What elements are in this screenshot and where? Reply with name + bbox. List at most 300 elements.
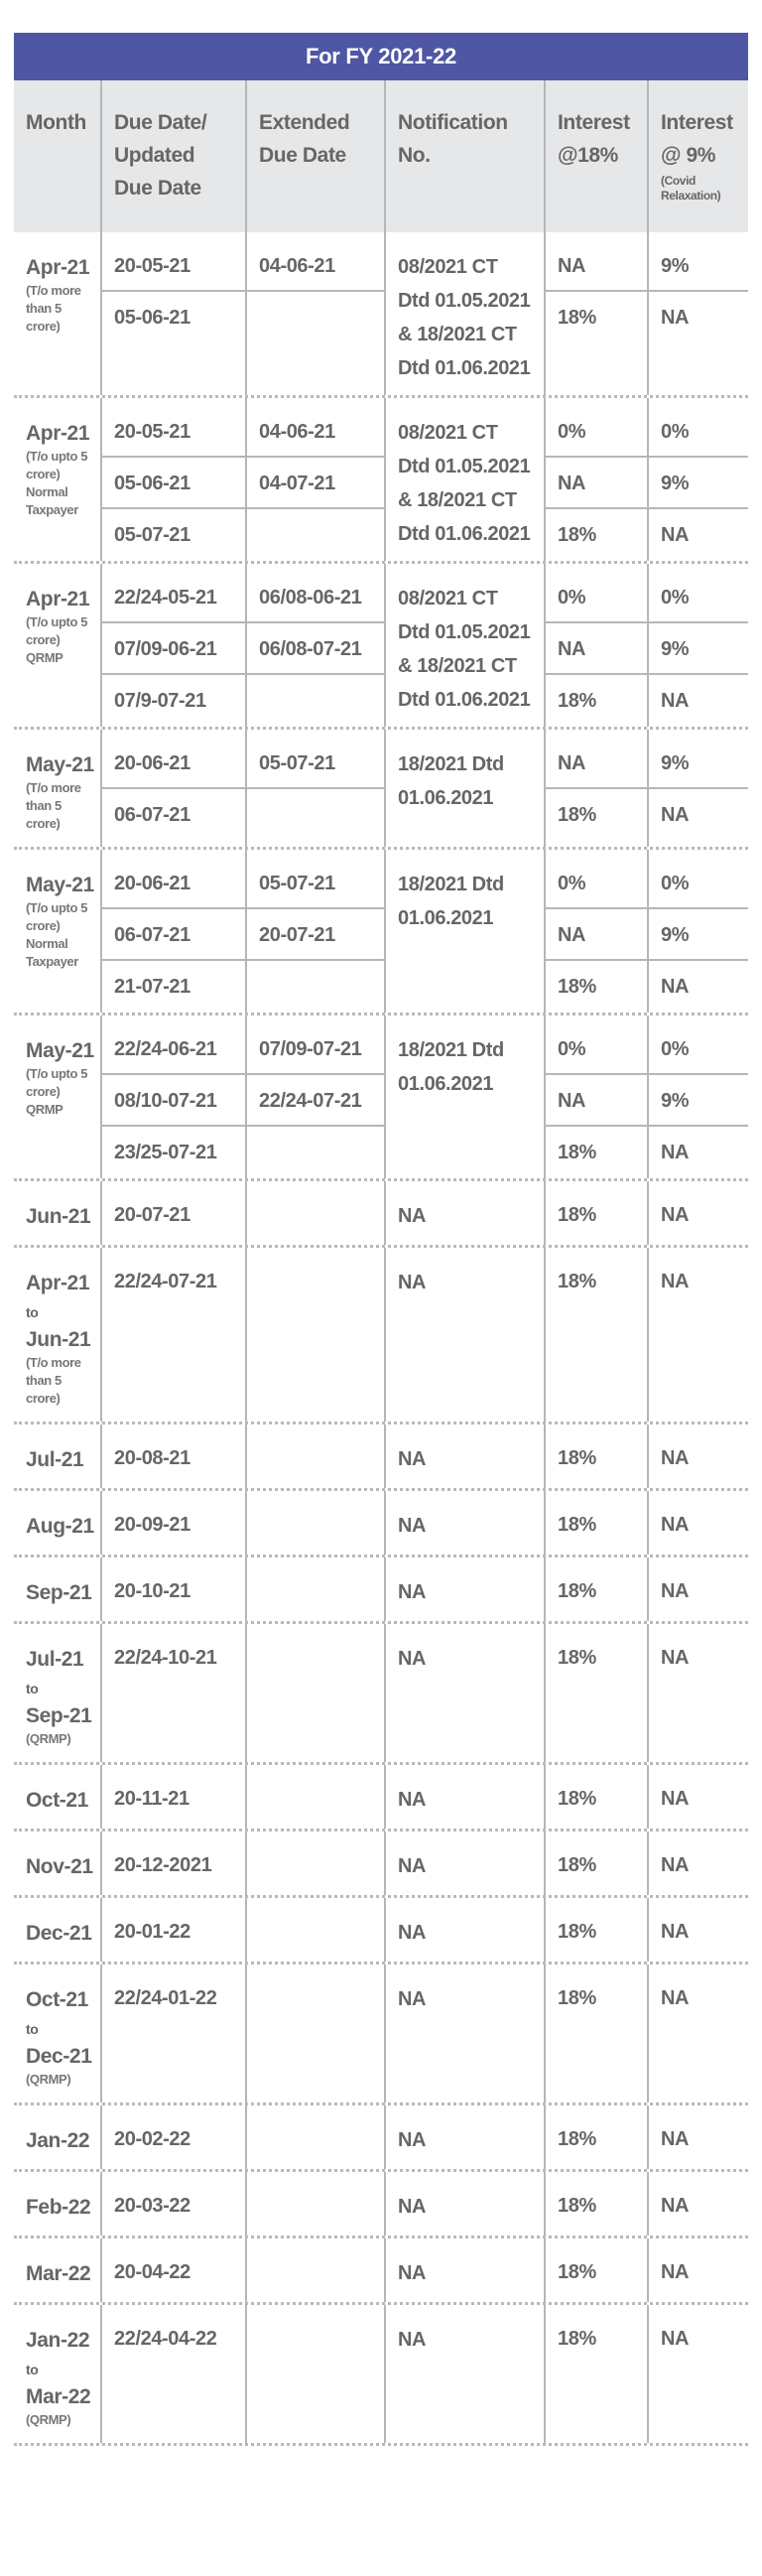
month-cell [14,1898,102,1962]
interest-18-column [546,2172,649,2236]
interest-9-cell: 9% [649,730,748,789]
extended-due-date-column [247,2305,386,2443]
due-date-cell: 20-07-21 [114,1204,190,1226]
header-due-date: Due Date/ Updated Due Date [102,80,247,232]
month-label: Aug-21 [26,1515,94,1538]
table-row-group [14,2172,748,2238]
notification-cell: NA [386,1424,546,1488]
month-note: (T/o more than 5 crore) [26,283,81,334]
extended-due-date-column [247,1624,386,1762]
interest-9-cell: NA [661,1271,690,1292]
due-date-cell: 22/24-05-21 [102,564,245,623]
notification-cell: NA [386,1248,546,1422]
due-date-cell: 20-01-22 [114,1921,190,1943]
extended-due-date-column [247,2172,386,2236]
interest-18-column [546,1016,649,1178]
extended-due-date-column [247,1181,386,1245]
interest-9-cell: NA [661,2261,690,2283]
extended-due-date-cell: 04-07-21 [247,458,384,509]
due-date-cell: 07/9-07-21 [114,690,206,712]
interest-18-cell: 18% [558,804,596,826]
due-date-column [102,1765,247,1829]
due-date-cell: 07/09-06-21 [102,623,245,675]
notification-cell: 18/2021 Dtd 01.06.2021 [386,730,546,847]
interest-9-cell: NA [661,1204,690,1226]
interest-18-column [546,1898,649,1962]
extended-due-date-cell: 05-07-21 [247,850,384,909]
table-title: For FY 2021-22 [14,33,748,80]
interest-9-column [649,730,748,847]
extended-due-date-cell [247,1181,384,1241]
extended-due-date-cell [247,675,384,727]
interest-9-cell: NA [661,1987,690,2009]
extended-due-date-column [247,232,386,395]
header-interest-9 [649,80,748,232]
interest-9-cell: NA [661,1514,690,1536]
interest-9-cell: 9% [649,1075,748,1127]
month-cell [14,1765,102,1829]
due-date-cell: 05-06-21 [102,458,245,509]
table-row-group [14,1765,748,1831]
due-date-column [102,1558,247,1621]
extended-due-date-column [247,2105,386,2169]
interest-18-cell: 18% [558,1987,596,2009]
month-note: (T/o more than 5 crore) [26,1355,81,1406]
due-date-cell: 20-05-21 [102,232,245,292]
due-date-column [102,1424,247,1488]
header-month: Month [14,80,102,232]
interest-18-cell: 0% [546,850,647,909]
extended-due-date-column [247,2238,386,2302]
due-date-column [102,2305,247,2443]
interest-9-cell: 0% [649,850,748,909]
due-date-cell: 22/24-06-21 [102,1016,245,1075]
interest-9-column [649,1965,748,2102]
month-label: Nov-21 [26,1855,93,1878]
extended-due-date-column [247,564,386,727]
interest-18-cell: 18% [558,976,596,998]
interest-9-cell: 0% [649,1016,748,1075]
header-interest-18: Interest @18% [546,80,649,232]
extended-due-date-column [247,1831,386,1895]
interest-18-column [546,1831,649,1895]
interest-9-cell: 9% [649,232,748,292]
interest-18-column [546,850,649,1013]
extended-due-date-cell: 04-06-21 [247,398,384,458]
extended-due-date-column [247,1765,386,1829]
interest-9-column [649,1491,748,1555]
extended-due-date-cell [247,1424,384,1484]
month-note: (T/o upto 5 crore) QRMP [26,614,88,665]
extended-due-date-cell [247,1765,384,1825]
month-label: Feb-22 [26,2196,91,2219]
due-date-cell: 22/24-01-22 [114,1987,217,2009]
interest-9-column [649,1016,748,1178]
interest-18-cell: 0% [546,564,647,623]
interest-9-cell: 0% [649,564,748,623]
due-date-column [102,2238,247,2302]
interest-9-cell: NA [661,1580,690,1602]
month-cell [14,2172,102,2236]
due-date-column [102,398,247,561]
month-end-label: Sep-21 [26,1704,92,1727]
notification-cell: NA [386,1491,546,1555]
extended-due-date-cell [247,1248,384,1307]
month-to: to [26,1304,39,1320]
month-label: Dec-21 [26,1922,92,1945]
due-date-column [102,2105,247,2169]
due-date-cell: 05-06-21 [114,307,190,329]
interest-9-column [649,1181,748,1245]
extended-due-date-column [247,730,386,847]
interest-18-cell: 18% [558,307,596,329]
interest-18-column [546,2105,649,2169]
month-cell [14,850,102,1013]
due-date-column [102,1624,247,1762]
month-cell [14,1831,102,1895]
due-date-cell: 06-07-21 [102,909,245,961]
extended-due-date-cell: 22/24-07-21 [247,1075,384,1127]
table-row-group [14,564,748,730]
interest-18-column [546,2238,649,2302]
month-note: (T/o more than 5 crore) [26,780,81,831]
interest-18-column [546,1491,649,1555]
extended-due-date-column [247,1248,386,1422]
extended-due-date-column [247,1016,386,1178]
due-date-cell: 08/10-07-21 [102,1075,245,1127]
due-date-cell: 05-07-21 [114,524,190,546]
notification-cell: NA [386,1831,546,1895]
interest-18-cell: 18% [558,2128,596,2150]
month-label: Sep-21 [26,1581,92,1604]
interest-18-column [546,1558,649,1621]
header-interest-9-label: Interest @ 9% [661,111,733,167]
table-header [14,80,748,232]
interest-18-cell: NA [546,730,647,789]
interest-18-column [546,730,649,847]
extended-due-date-cell [247,1898,384,1958]
interest-9-column [649,2105,748,2169]
month-label: Oct-21 [26,1988,88,2011]
interest-9-cell: NA [661,1854,690,1876]
month-cell [14,730,102,847]
extended-due-date-cell [247,509,384,561]
table-row-group [14,730,748,850]
interest-18-cell: NA [546,1075,647,1127]
notification-cell: 08/2021 CT Dtd 01.05.2021 & 18/2021 CT Dtd 01.06.2021 [386,564,546,727]
interest-9-column [649,850,748,1013]
interest-9-column [649,1424,748,1488]
notification-cell: NA [386,1898,546,1962]
table-row-group [14,1624,748,1765]
month-label: Jan-22 [26,2329,90,2352]
extended-due-date-cell [247,1558,384,1617]
table-row-group [14,1424,748,1491]
interest-18-cell: 18% [558,524,596,546]
table-row-group [14,232,748,398]
interest-9-cell: NA [661,1142,690,1163]
extended-due-date-cell [247,1491,384,1551]
interest-18-column [546,1965,649,2102]
due-date-column [102,1248,247,1422]
due-date-column [102,1491,247,1555]
interest-18-column [546,398,649,561]
notification-cell: NA [386,2105,546,2169]
interest-9-cell: NA [661,1921,690,1943]
interest-18-cell: 18% [558,1204,596,1226]
interest-18-cell: 18% [558,1514,596,1536]
notification-cell: NA [386,1965,546,2102]
month-cell [14,1624,102,1762]
table-row-group [14,1898,748,1965]
due-date-cell: 20-06-21 [102,850,245,909]
month-label: May-21 [26,753,94,776]
interest-9-column [649,2172,748,2236]
extended-due-date-column [247,1424,386,1488]
month-cell [14,564,102,727]
month-label: Jul-21 [26,1448,84,1471]
month-cell [14,1558,102,1621]
interest-18-column [546,1248,649,1422]
interest-9-cell: NA [661,804,690,826]
extended-due-date-column [247,1558,386,1621]
interest-9-column [649,1624,748,1762]
interest-9-cell: NA [661,2328,690,2350]
month-cell [14,1248,102,1422]
month-cell [14,232,102,395]
due-date-column [102,730,247,847]
interest-18-column [546,232,649,395]
interest-9-column [649,1248,748,1422]
month-label: Jun-21 [26,1205,91,1228]
due-date-cell: 20-08-21 [114,1447,190,1469]
notification-cell: NA [386,1181,546,1245]
table-row-group [14,1248,748,1424]
month-to: to [26,2362,39,2377]
due-date-cell: 20-03-22 [114,2195,190,2217]
interest-9-column [649,2238,748,2302]
due-date-column [102,1016,247,1178]
month-label: Apr-21 [26,422,90,445]
month-label: Oct-21 [26,1789,88,1812]
interest-18-cell: 18% [558,2195,596,2217]
interest-9-column [649,1558,748,1621]
extended-due-date-column [247,398,386,561]
month-to: to [26,1681,39,1696]
month-cell [14,1016,102,1178]
month-label: Apr-21 [26,256,90,279]
month-label: Apr-21 [26,588,90,610]
month-label: Jul-21 [26,1648,84,1671]
extended-due-date-cell: 07/09-07-21 [247,1016,384,1075]
extended-due-date-cell: 04-06-21 [247,232,384,292]
month-label: Jan-22 [26,2129,90,2152]
month-cell [14,1965,102,2102]
interest-18-column [546,1181,649,1245]
due-date-cell: 22/24-04-22 [114,2328,217,2350]
month-label: Mar-22 [26,2262,91,2285]
due-date-cell: 20-09-21 [114,1514,190,1536]
interest-18-cell: 18% [558,690,596,712]
table-body [14,232,748,2446]
extended-due-date-cell [247,2238,384,2298]
notification-cell: NA [386,2172,546,2236]
extended-due-date-column [247,1491,386,1555]
interest-18-column [546,1424,649,1488]
table-row-group [14,398,748,564]
interest-9-column [649,232,748,395]
interest-9-cell: 0% [649,398,748,458]
interest-9-cell: NA [661,307,690,329]
interest-18-column [546,1624,649,1762]
interest-9-cell: NA [661,524,690,546]
due-date-cell: 23/25-07-21 [114,1142,217,1163]
due-date-cell: 20-10-21 [114,1580,190,1602]
interest-9-cell: NA [661,1447,690,1469]
month-to: to [26,2021,39,2037]
extended-due-date-column [247,1898,386,1962]
month-label: May-21 [26,1039,94,1062]
month-cell [14,398,102,561]
interest-9-column [649,398,748,561]
month-end-label: Jun-21 [26,1328,91,1351]
extended-due-date-cell: 06/08-06-21 [247,564,384,623]
due-date-cell: 20-06-21 [102,730,245,789]
month-cell [14,1181,102,1245]
due-date-column [102,850,247,1013]
month-cell [14,1491,102,1555]
notification-cell: NA [386,2305,546,2443]
interest-18-cell: NA [546,909,647,961]
table-row-group [14,2238,748,2305]
table-row-group [14,1181,748,1248]
interest-18-cell: 18% [558,1921,596,1943]
extended-due-date-cell: 06/08-07-21 [247,623,384,675]
interest-18-cell: 18% [558,1788,596,1810]
interest-9-cell: NA [661,690,690,712]
interest-18-cell: 0% [546,1016,647,1075]
month-end-label: Mar-22 [26,2385,91,2408]
month-label: Apr-21 [26,1272,90,1294]
extended-due-date-cell: 20-07-21 [247,909,384,961]
extended-due-date-column [247,850,386,1013]
interest-9-column [649,1898,748,1962]
month-note: (QRMP) [26,2412,71,2427]
extended-due-date-cell [247,1831,384,1891]
interest-18-cell: 18% [558,2328,596,2350]
interest-18-column [546,1765,649,1829]
due-date-cell: 22/24-10-21 [114,1647,217,1669]
interest-9-column [649,1765,748,1829]
due-date-cell: 06-07-21 [114,804,190,826]
extended-due-date-column [247,1965,386,2102]
extended-due-date-cell [247,2305,384,2365]
notification-cell: 18/2021 Dtd 01.06.2021 [386,850,546,1013]
extended-due-date-cell [247,2105,384,2165]
interest-18-cell: 18% [558,1447,596,1469]
due-date-cell: 21-07-21 [114,976,190,998]
interest-9-cell: 9% [649,458,748,509]
month-cell [14,2305,102,2443]
interest-9-cell: NA [661,2128,690,2150]
interest-9-cell: 9% [649,909,748,961]
month-cell [14,2105,102,2169]
due-date-cell: 20-05-21 [102,398,245,458]
extended-due-date-cell [247,789,384,841]
due-date-column [102,232,247,395]
month-cell [14,1424,102,1488]
table-row-group [14,850,748,1016]
interest-9-cell: 9% [649,623,748,675]
extended-due-date-cell [247,961,384,1013]
due-date-column [102,2172,247,2236]
notification-cell: NA [386,1558,546,1621]
header-interest-9-note: (Covid Relaxation) [661,174,721,203]
interest-18-cell: 18% [558,2261,596,2283]
due-date-column [102,564,247,727]
notification-cell: 08/2021 CT Dtd 01.05.2021 & 18/2021 CT Dtd 01.06.2021 [386,232,546,395]
interest-18-cell: NA [546,458,647,509]
due-date-cell: 20-12-2021 [114,1854,212,1876]
table-row-group [14,1016,748,1181]
interest-18-cell: 18% [558,1647,596,1669]
due-date-column [102,1965,247,2102]
table-row-group [14,2305,748,2446]
extended-due-date-cell [247,292,384,343]
extended-due-date-cell: 05-07-21 [247,730,384,789]
table-row-group [14,1491,748,1558]
month-note: (QRMP) [26,1731,71,1746]
header-notification: Notification No. [386,80,546,232]
due-date-cell: 20-04-22 [114,2261,190,2283]
month-note: (T/o upto 5 crore) Normal Taxpayer [26,900,88,969]
notification-cell: NA [386,1765,546,1829]
month-note: (T/o upto 5 crore) QRMP [26,1066,88,1117]
extended-due-date-cell [247,1127,384,1178]
interest-18-cell: NA [546,623,647,675]
interest-9-column [649,2305,748,2443]
interest-18-cell: 18% [558,1271,596,1292]
interest-18-cell: 18% [558,1580,596,1602]
month-end-label: Dec-21 [26,2045,92,2068]
notification-cell: 08/2021 CT Dtd 01.05.2021 & 18/2021 CT Dtd 01.06.2021 [386,398,546,561]
notification-cell: NA [386,1624,546,1762]
due-date-cell: 20-11-21 [114,1788,190,1810]
interest-9-column [649,564,748,727]
header-extended-due-date: Extended Due Date [247,80,386,232]
notification-cell: NA [386,2238,546,2302]
extended-due-date-cell [247,1965,384,2024]
interest-18-cell: 18% [558,1142,596,1163]
interest-18-cell: 0% [546,398,647,458]
table-row-group [14,2105,748,2172]
due-date-column [102,1181,247,1245]
month-label: May-21 [26,874,94,896]
table-row-group [14,1558,748,1624]
due-date-cell: 22/24-07-21 [114,1271,217,1292]
month-cell [14,2238,102,2302]
interest-9-cell: NA [661,2195,690,2217]
interest-18-column [546,564,649,727]
month-note: (T/o upto 5 crore) Normal Taxpayer [26,449,88,517]
interest-9-cell: NA [661,1647,690,1669]
extended-due-date-cell [247,2172,384,2232]
extended-due-date-cell [247,1624,384,1684]
interest-9-cell: NA [661,1788,690,1810]
interest-18-cell: NA [546,232,647,292]
due-date-cell: 20-02-22 [114,2128,190,2150]
notification-cell: 18/2021 Dtd 01.06.2021 [386,1016,546,1178]
